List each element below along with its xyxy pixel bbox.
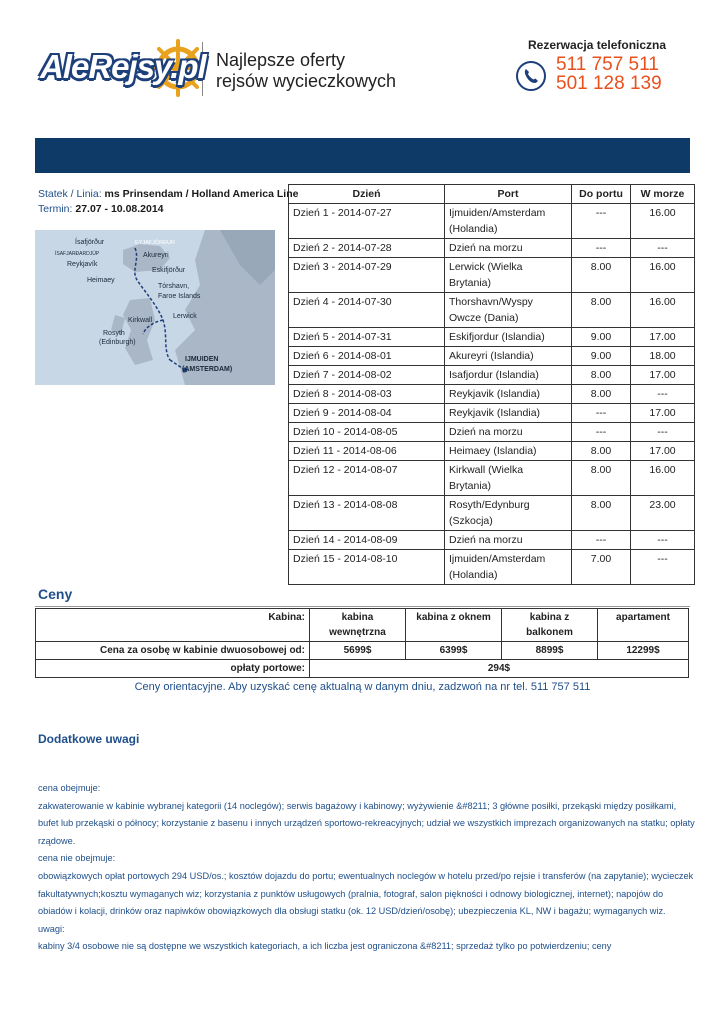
itinerary-depart-cell: 18.00 bbox=[631, 347, 695, 366]
itinerary-port-cell: Eskifjordur (Islandia) bbox=[445, 328, 572, 347]
itinerary-day-cell: Dzień 14 - 2014-08-09 bbox=[289, 531, 445, 550]
port-fee-label: opłaty portowe: bbox=[36, 660, 310, 678]
ship-info bbox=[38, 187, 298, 217]
map-label: (AMSTERDAM) bbox=[182, 366, 233, 373]
map-label: Kirkwall bbox=[128, 317, 153, 324]
itinerary-table bbox=[288, 184, 695, 585]
route-map bbox=[35, 230, 275, 385]
column-header-port: Port bbox=[445, 185, 572, 204]
map-label: EYJAFJÖRÐUR bbox=[135, 240, 176, 246]
itinerary-row bbox=[289, 239, 695, 258]
itinerary-port-cell: Heimaey (Islandia) bbox=[445, 442, 572, 461]
port-fee-value: 294$ bbox=[310, 660, 689, 678]
cabin-type: kabina z balkonem bbox=[502, 609, 598, 642]
itinerary-arrive-cell: 9.00 bbox=[572, 328, 631, 347]
price-value: 6399$ bbox=[406, 642, 502, 660]
phone-number-1[interactable]: 511 757 511 bbox=[556, 54, 659, 75]
price-value: 12299$ bbox=[598, 642, 689, 660]
itinerary-port-cell: Lerwick (Wielka Brytania) bbox=[445, 258, 572, 293]
notes-heading: Dodatkowe uwagi bbox=[38, 732, 140, 746]
itinerary-row bbox=[289, 385, 695, 404]
itinerary-day-cell: Dzień 9 - 2014-08-04 bbox=[289, 404, 445, 423]
itinerary-body bbox=[289, 204, 695, 585]
map-label: Lerwick bbox=[173, 313, 197, 320]
itinerary-port-cell: Ijmuiden/Amsterdam (Holandia) bbox=[445, 204, 572, 239]
itinerary-day-cell: Dzień 7 - 2014-08-02 bbox=[289, 366, 445, 385]
excludes-label: cena nie obejmuje: bbox=[38, 853, 116, 864]
logo-text: AleRejsy.pl bbox=[40, 48, 206, 85]
itinerary-depart-cell: 17.00 bbox=[631, 404, 695, 423]
prices-heading: Ceny bbox=[38, 586, 73, 602]
map-label: (Edinburgh) bbox=[99, 339, 136, 346]
itinerary-row bbox=[289, 423, 695, 442]
port-fee-row bbox=[36, 660, 689, 678]
itinerary-port-cell: Rosyth/Edynburg (Szkocja) bbox=[445, 496, 572, 531]
itinerary-row bbox=[289, 328, 695, 347]
phone-title: Rezerwacja telefoniczna bbox=[528, 38, 667, 52]
map-label: Faroe Islands bbox=[158, 293, 201, 300]
itinerary-row bbox=[289, 461, 695, 496]
itinerary-port-cell: Dzień na morzu bbox=[445, 239, 572, 258]
ship-line-value: ms Prinsendam / Holland America Line bbox=[104, 188, 299, 200]
cabin-type: apartament bbox=[598, 609, 689, 642]
itinerary-port-cell: Dzień na morzu bbox=[445, 423, 572, 442]
map-label: Ísafjörður bbox=[75, 239, 105, 246]
itinerary-day-cell: Dzień 15 - 2014-08-10 bbox=[289, 550, 445, 585]
itinerary-depart-cell: --- bbox=[631, 385, 695, 404]
itinerary-arrive-cell: --- bbox=[572, 239, 631, 258]
price-label: Cena za osobę w kabinie dwuosobowej od: bbox=[36, 642, 310, 660]
itinerary-port-cell: Ijmuiden/Amsterdam (Holandia) bbox=[445, 550, 572, 585]
itinerary-row bbox=[289, 496, 695, 531]
cabin-label: Kabina: bbox=[36, 609, 310, 642]
itinerary-arrive-cell: 8.00 bbox=[572, 366, 631, 385]
itinerary-arrive-cell: --- bbox=[572, 204, 631, 239]
map-label: Rosyth bbox=[103, 330, 125, 337]
itinerary-port-cell: Reykjavik (Islandia) bbox=[445, 385, 572, 404]
cabin-type: kabina wewnętrzna bbox=[310, 609, 406, 642]
itinerary-row bbox=[289, 204, 695, 239]
map-label: IJMUIDEN bbox=[185, 356, 219, 363]
itinerary-port-cell: Kirkwall (Wielka Brytania) bbox=[445, 461, 572, 496]
itinerary-arrive-cell: 7.00 bbox=[572, 550, 631, 585]
itinerary-arrive-cell: 8.00 bbox=[572, 385, 631, 404]
itinerary-arrive-cell: --- bbox=[572, 404, 631, 423]
map-label: Akureyri bbox=[143, 252, 169, 259]
itinerary-day-cell: Dzień 11 - 2014-08-06 bbox=[289, 442, 445, 461]
itinerary-day-cell: Dzień 5 - 2014-07-31 bbox=[289, 328, 445, 347]
itinerary-arrive-cell: 8.00 bbox=[572, 496, 631, 531]
header-banner bbox=[35, 138, 690, 173]
itinerary-day-cell: Dzień 6 - 2014-08-01 bbox=[289, 347, 445, 366]
itinerary-day-cell: Dzień 3 - 2014-07-29 bbox=[289, 258, 445, 293]
itinerary-depart-cell: --- bbox=[631, 423, 695, 442]
itinerary-port-cell: Akureyri (Islandia) bbox=[445, 347, 572, 366]
itinerary-arrive-cell: --- bbox=[572, 531, 631, 550]
itinerary-arrive-cell: 8.00 bbox=[572, 293, 631, 328]
itinerary-day-cell: Dzień 10 - 2014-08-05 bbox=[289, 423, 445, 442]
tagline-line2: rejsów wycieczkowych bbox=[216, 71, 397, 91]
map-label: ÍSAFJARÐARDJÚP bbox=[55, 251, 100, 257]
price-value: 5699$ bbox=[310, 642, 406, 660]
column-header-day: Dzień bbox=[289, 185, 445, 204]
map-label: Eskifjörður bbox=[152, 267, 186, 274]
itinerary-header-row bbox=[289, 185, 695, 204]
map-label: Tórshavn, bbox=[158, 283, 190, 290]
itinerary-day-cell: Dzień 12 - 2014-08-07 bbox=[289, 461, 445, 496]
itinerary-row bbox=[289, 442, 695, 461]
includes-label: cena obejmuje: bbox=[38, 783, 101, 793]
itinerary-arrive-cell: --- bbox=[572, 423, 631, 442]
itinerary-day-cell: Dzień 4 - 2014-07-30 bbox=[289, 293, 445, 328]
itinerary-day-cell: Dzień 13 - 2014-08-08 bbox=[289, 496, 445, 531]
itinerary-depart-cell: 16.00 bbox=[631, 204, 695, 239]
term-row bbox=[38, 202, 298, 217]
prices-note: Ceny orientacyjne. Aby uzyskać cenę aktualną w danym dniu, zadzwoń na nr tel. 511 757 511 bbox=[134, 681, 591, 693]
ship-line-label: Statek / Linia: bbox=[38, 188, 102, 200]
term-value: 27.07 - 10.08.2014 bbox=[75, 203, 164, 215]
itinerary-depart-cell: --- bbox=[631, 550, 695, 585]
itinerary-arrive-cell: 8.00 bbox=[572, 258, 631, 293]
itinerary-port-cell: Isafjordur (Islandia) bbox=[445, 366, 572, 385]
itinerary-arrive-cell: 8.00 bbox=[572, 442, 631, 461]
itinerary-depart-cell: 23.00 bbox=[631, 496, 695, 531]
tagline-line1: Najlepsze oferty bbox=[216, 50, 346, 70]
itinerary-row bbox=[289, 366, 695, 385]
itinerary-depart-cell: 16.00 bbox=[631, 461, 695, 496]
itinerary-port-cell: Reykjavik (Islandia) bbox=[445, 404, 572, 423]
itinerary-port-cell: Dzień na morzu bbox=[445, 531, 572, 550]
itinerary-depart-cell: 16.00 bbox=[631, 293, 695, 328]
remarks-label: uwagi: bbox=[38, 923, 65, 934]
map-label: Heimaey bbox=[87, 277, 115, 284]
itinerary-depart-cell: 16.00 bbox=[631, 258, 695, 293]
prices-value-row bbox=[36, 642, 689, 660]
tagline bbox=[216, 50, 396, 92]
itinerary-day-cell: Dzień 8 - 2014-08-03 bbox=[289, 385, 445, 404]
itinerary-port-cell: Thorshavn/Wyspy Owcze (Dania) bbox=[445, 293, 572, 328]
itinerary-arrive-cell: 9.00 bbox=[572, 347, 631, 366]
excludes-text: obowiązkowych opłat portowych 294 USD/os.; kosztów dojazdu do portu; ewentualnych noclegów w hotelu przed/po rejsie i transferów (na zapytanie); wycieczek fakultatywnych;kosztu wymaganych wiz; korzystania z punktów usługowych (pralnia, fotograf, salon piękności i odnowy biologicznej, internet); napojów do obiadów i kolacji, drinków oraz napiwków obowiązkowych dla obsługi statku (ok. 12 USD/dzień/osobę); ubezpieczenia KL, NW i bagażu; wymaganych wiz. bbox=[38, 870, 694, 917]
prices-divider bbox=[35, 606, 690, 607]
price-value: 8899$ bbox=[502, 642, 598, 660]
includes-text: zakwaterowanie w kabinie wybranej kategorii (14 noclegów); serwis bagażowy i kabinowy; wyżywienie &#8211; 3 główne posiłki, przekąski między posiłkami, bufet lub przekąski o północy; korzystanie z basenu i innych urządzeń sportowo-rekreacyjnych; udział we wszystkich imprezach organizowanych na statku; opłaty rządowe. bbox=[38, 800, 695, 846]
itinerary-depart-cell: --- bbox=[631, 531, 695, 550]
column-header-depart: W morze bbox=[631, 185, 695, 204]
itinerary-depart-cell: 17.00 bbox=[631, 328, 695, 347]
itinerary-depart-cell: --- bbox=[631, 239, 695, 258]
itinerary-arrive-cell: 8.00 bbox=[572, 461, 631, 496]
itinerary-row bbox=[289, 293, 695, 328]
itinerary-row bbox=[289, 258, 695, 293]
phone-number-2[interactable]: 501 128 139 bbox=[556, 73, 662, 94]
itinerary-depart-cell: 17.00 bbox=[631, 442, 695, 461]
term-label: Termin: bbox=[38, 203, 73, 215]
notes-body bbox=[38, 780, 698, 956]
itinerary-day-cell: Dzień 1 - 2014-07-27 bbox=[289, 204, 445, 239]
itinerary-depart-cell: 17.00 bbox=[631, 366, 695, 385]
itinerary-row bbox=[289, 531, 695, 550]
cabin-type: kabina z oknem bbox=[406, 609, 502, 642]
prices-table bbox=[35, 608, 689, 678]
map-label: Reykjavík bbox=[67, 261, 98, 268]
site-logo[interactable] bbox=[40, 38, 206, 96]
prices-cabin-row bbox=[36, 609, 689, 642]
itinerary-day-cell: Dzień 2 - 2014-07-28 bbox=[289, 239, 445, 258]
itinerary-row bbox=[289, 550, 695, 585]
phone-icon bbox=[515, 60, 547, 92]
remarks-text: kabiny 3/4 osobowe nie są dostępne we wszystkich kategoriach, a ich liczba jest ograniczona &#8211; sprzedaż tylko po potwierdzeniu; ceny bbox=[38, 941, 612, 952]
itinerary-row bbox=[289, 347, 695, 366]
itinerary-row bbox=[289, 404, 695, 423]
ship-line-row bbox=[38, 187, 298, 202]
column-header-arrive: Do portu bbox=[572, 185, 631, 204]
